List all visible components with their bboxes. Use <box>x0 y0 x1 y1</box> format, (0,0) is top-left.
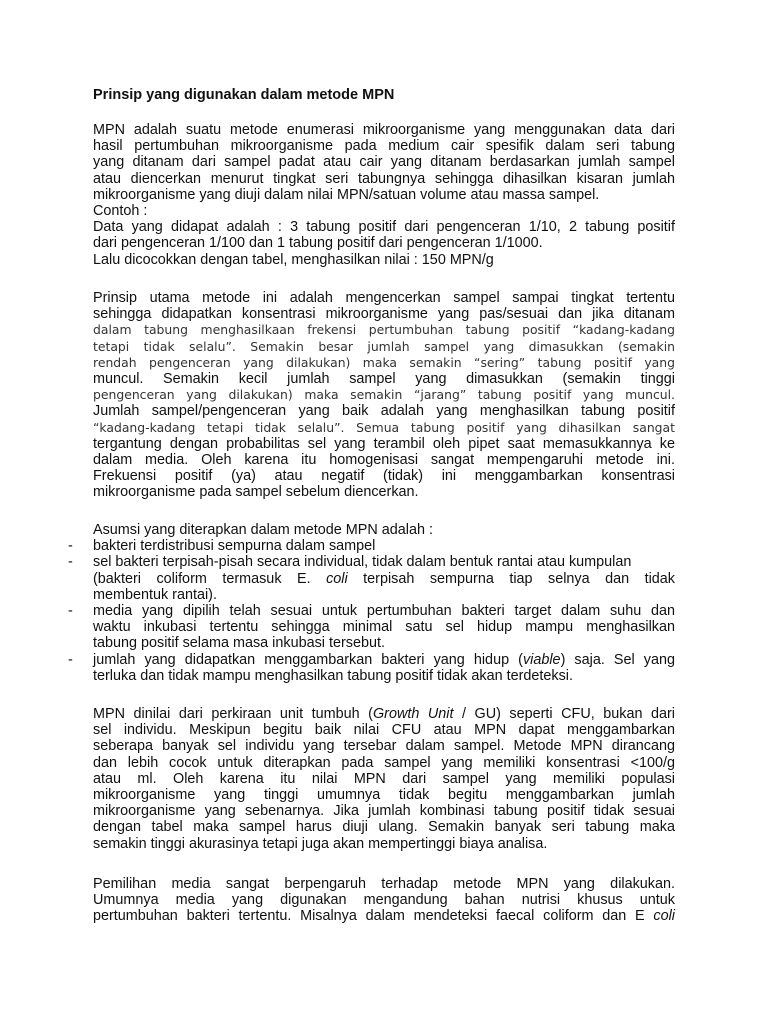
text-line: dalam media. Oleh karena itu homogenisasi sangat mempengaruhi metode ini. <box>93 451 675 468</box>
paragraph-definition <box>93 122 675 268</box>
text-line: Data yang didapat adalah : 3 tabung positif dari pengenceran 1/10, 2 tabung positif <box>93 219 675 236</box>
text-line: mikroorganisme pada sampel sebelum diencerkan. <box>93 484 419 501</box>
text-line: mikroorganisme yang tinggi umumnya tidak begitu menggambarkan jumlah <box>93 786 675 803</box>
text-span: pertumbuhan bakteri tertentu. Misalnya dalam mendeteksi faecal coliform dan E <box>93 908 654 925</box>
text-line: mikroorganisme yang sebenarnya. Jika jumlah kombinasi tabung positif tidak sesuai <box>93 803 675 820</box>
text-line: sel individu. Meskipun begitu baik nilai CFU atau MPN dapat menggambarkan <box>93 722 675 739</box>
text-line: waktu inkubasi tertentu sehingga minimal satu sel hidup mampu menghasilkan <box>93 619 675 636</box>
text-line: hasil pertumbuhan mikroorganisme pada medium cair spesifik dalam seri tabung <box>93 138 675 155</box>
text-span: terpisah sempurna tiap selnya dan tidak <box>347 570 675 587</box>
text-span: jumlah yang didapatkan menggambarkan bakteri yang hidup ( <box>93 651 523 668</box>
text-line: dari pengenceran 1/100 dan 1 tabung positif dari pengenceran 1/1000. <box>93 235 543 252</box>
text-line: Contoh : <box>93 202 148 219</box>
text-line <box>93 571 675 587</box>
document-title: Prinsip yang digunakan dalam metode MPN <box>93 87 395 103</box>
italic-span: coli <box>326 570 348 587</box>
bullet-dash: - <box>68 602 73 619</box>
list-item <box>68 554 675 603</box>
list-item <box>68 538 675 555</box>
text-line: MPN adalah suatu metode enumerasi mikroorganisme yang menggunakan data dari <box>93 122 675 138</box>
assumptions-section <box>68 522 675 684</box>
text-line: “kadang-kadang tetapi tidak selalu”. Semua tabung positif yang dihasilkan sangat <box>93 419 675 435</box>
text-span: / GU) seperti CFU, bukan dari <box>453 706 676 722</box>
text-line: sel bakteri terpisah-pisah secara individual, tidak dalam bentuk rantai atau kumpulan <box>93 554 632 571</box>
text-line: Lalu dicocokkan dengan tabel, menghasilkan nilai : 150 MPN/g <box>93 251 494 268</box>
text-line: Jumlah sampel/pengenceran yang baik adalah yang menghasilkan tabung positif <box>93 403 675 420</box>
text-line: dalam tabung menghasilkaan frekensi pertumbuhan tabung positif “kadang-kadang <box>93 322 675 338</box>
assumptions-intro: Asumsi yang diterapkan dalam metode MPN adalah : <box>93 522 433 538</box>
text-line <box>93 652 675 668</box>
text-line: rendah pengenceran yang dilakukan) maka semakin “sering” tabung positif yang <box>93 354 675 370</box>
text-line: Prinsip utama metode ini adalah mengencerkan sampel sampai tingkat tertentu <box>93 290 675 306</box>
text-line: pengenceran yang dilakukan) maka semakin “jarang” tabung positif yang muncul. <box>93 387 675 403</box>
italic-span: viable <box>522 651 561 668</box>
text-line: bakteri terdistribusi sempurna dalam sampel <box>93 538 376 555</box>
text-line: dengan tabel maka sampel harus diuji ulang. Semakin banyak seri tabung maka <box>93 819 675 836</box>
text-line: tergantung dengan probabilitas sel yang terambil oleh pipet saat memasukkannya ke <box>93 435 675 452</box>
list-item <box>68 651 675 684</box>
bullet-dash: - <box>68 651 73 668</box>
bullet-dash: - <box>68 538 73 555</box>
paragraph-principle <box>93 290 675 500</box>
text-line: atau diencerkan menurut tingkat seri tabungnya sehingga dihasilkan kisaran jumlah <box>93 170 675 187</box>
text-line: seberapa banyak sel individu yang tersebar dalam sampel. Metode MPN dirancang <box>93 738 675 755</box>
text-line <box>93 706 675 722</box>
text-line: Umumnya media yang digunakan mengandung bahan nutrisi khusus untuk <box>93 892 675 909</box>
italic-span: Growth Unit <box>372 706 454 722</box>
text-line: tetapi tidak selalu”. Semakin besar jumlah sampel yang dimasukkan (semakin <box>93 338 675 354</box>
text-line: mikroorganisme yang diuji dalam nilai MPN/satuan volume atau massa sampel. <box>93 186 600 203</box>
text-span: (bakteri coliform termasuk E. <box>93 570 327 587</box>
text-span: ) saja. Sel yang <box>560 651 675 668</box>
bullet-dash: - <box>68 554 73 571</box>
text-line: membentuk rantai). <box>93 586 217 603</box>
text-line <box>93 908 675 924</box>
text-line: atau ml. Oleh karena itu nilai MPN dari sampel yang memiliki populasi <box>93 770 675 787</box>
list-item <box>68 602 675 652</box>
text-line: Pemilihan media sangat berpengaruh terhadap metode MPN yang dilakukan. <box>93 876 675 892</box>
paragraph-mpn-evaluation <box>93 706 675 852</box>
text-line: terluka dan tidak mampu menghasilkan tabung positif tidak akan terdeteksi. <box>93 667 573 684</box>
text-line: yang ditanam dari sampel padat atau cair yang ditanam berdasarkan jumlah sampel <box>93 154 675 171</box>
text-line: semakin tinggi akurasinya tetapi juga akan mempertinggi biaya analisa. <box>93 835 548 852</box>
text-line: dan lebih cocok untuk diterapkan pada sampel yang memiliki konsentrasi <100/g <box>93 754 675 771</box>
paragraph-media-selection <box>93 876 675 925</box>
italic-span: coli <box>653 908 675 925</box>
text-line: muncul. Semakin kecil jumlah sampel yang dimasukkan (semakin tinggi <box>93 370 675 387</box>
text-line: Frekuensi positif (ya) atau negatif (tidak) ini menggambarkan konsentrasi <box>93 468 675 485</box>
text-line: sehingga didapatkan konsentrasi mikroorganisme yang pas/sesuai dan jika ditanam <box>93 306 675 323</box>
text-line: tabung positif selama masa inkubasi tersebut. <box>93 635 385 652</box>
text-span: MPN dinilai dari perkiraan unit tumbuh ( <box>93 706 373 722</box>
text-line: media yang dipilih telah sesuai untuk pertumbuhan bakteri target dalam suhu dan <box>93 602 675 619</box>
